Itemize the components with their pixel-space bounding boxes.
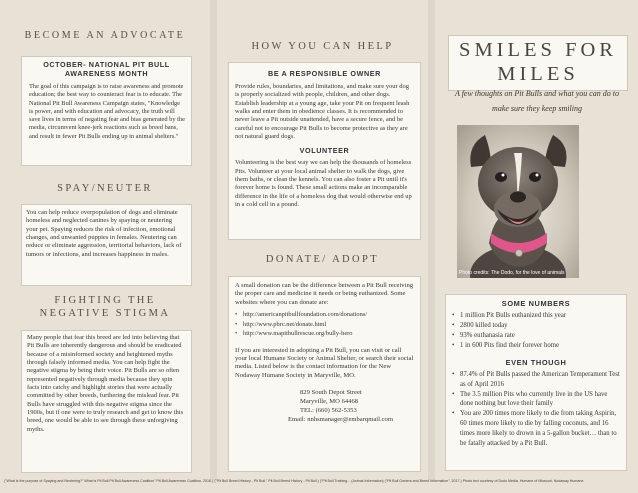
- number-item: • 1 million Pit Bulls euthanized this year: [452, 311, 620, 321]
- fact-item: • 87.4% of Pit Bulls passed the American Temperament Test as of April 2016: [452, 370, 620, 390]
- owner-heading: BE A RESPONSIBLE OWNER: [268, 69, 381, 78]
- phone-number: TEL: (660) 562-5353: [300, 406, 357, 414]
- sources-footer: ("What is the purpose of Spaying and Neutering?" What is Pit Bull Pit Bull Awareness Coalition" Pit Bull Awareness Coalition, 2016.) ("Pit Bull Breed History - Pit Bull." Pit Bull Breed History - Pit Bull.) ("Pit Bull Training... (Animal Information) ("Pit Bull Owners and Breed Information", 2017.) Photo text courtesy of Dodo Media, Humane of Missouri, Nodaway Humane.: [4, 479, 585, 483]
- address-line-1: 829 South Depot Street: [300, 388, 362, 396]
- donate-link[interactable]: • http://www.mapitbullrescue.org/bully-hero: [235, 329, 414, 339]
- advocate-title: BECOME AN ADVOCATE: [24, 30, 186, 41]
- spay-box: [21, 204, 192, 286]
- donate-title: DONATE/ ADOPT: [265, 254, 380, 265]
- address-line-2: Maryville, MO 64468: [300, 397, 359, 405]
- panel-middle: [217, 0, 428, 480]
- donate-box: [228, 276, 421, 472]
- smiling-pit-bull-image: [457, 125, 579, 278]
- donate-intro: A small donation can be the difference between a Pit Bull receiving the proper care and medicine it needs or being euthanized. Some websites where you can donate are:: [235, 282, 414, 306]
- help-title: HOW YOU CAN HELP: [251, 41, 394, 52]
- numbers-list: [446, 308, 626, 351]
- spay-title: SPAY/NEUTER: [57, 183, 153, 194]
- number-item: • 2800 killed today: [452, 321, 620, 331]
- panel-left: [0, 0, 210, 480]
- even-though-list: [446, 367, 626, 448]
- fact-item: • The 3.5 million Pits who currently live in the US have done nothing but love their family: [452, 390, 620, 410]
- numbers-heading: SOME NUMBERS: [501, 299, 571, 308]
- photo-caption: Photo credits: The Dodo, for the love of animals: [459, 270, 565, 276]
- stigma-title-2: NEGATIVE STIGMA: [39, 308, 171, 319]
- numbers-box: [445, 294, 627, 471]
- volunteer-heading: VOLUNTEER: [299, 146, 350, 156]
- fact-item: • You are 200 times more likely to die from taking Aspirin, 60 times more likely to die by falling coconuts, and 16 times more likely to drown in a 5-gallon bucket… than to be fatally attacked by a Pit Bull.: [452, 409, 620, 448]
- cover-title-line-1: SMILES FOR: [459, 39, 617, 61]
- owner-text: Provide rules, boundaries, and limitations, and make sure your dog is properly socialized with people, children, and other dogs. Establish leadership at a young age, take your Pit on frequent leash walks and enter them in obedience classes. It is recommended to never leave a Pit outside unattended, have a secure fence, and be careful not to encourage Pit Bulls to become protective as they are not natural guard dogs.: [235, 83, 410, 141]
- email-address: Email: nnhsmanager@embarqmail.com: [288, 415, 393, 423]
- help-box: [228, 62, 421, 240]
- donate-link[interactable]: • http://americanpitbullfoundation.com/donations/: [235, 310, 414, 320]
- awareness-text: The goal of this campaign is to raise awareness and promote education; the best way to counteract fear is to educate. The National Pit Bull Awareness Campaign states, "Knowledge is power, and with education and advocacy, the truth will save lives in terms of negating fear and bias generated by the media, circumvent knee-jerk reactions such as breed bans, and result in fewer Pit Bulls ending up in animal shelters.": [29, 83, 185, 140]
- cover-title-box: [448, 35, 628, 91]
- volunteer-text: Volunteering is the best way we can help the thousands of homeless Pits. Volunteer at your local animal shelter to walk the dogs, give them baths, or clean the kennels. You can also foster a Pit until it's forever home is found. These small actions make an incomparable difference in the life of a homeless dog that would otherwise end up in a cold cell in a pound.: [235, 159, 412, 209]
- spay-text: You can help reduce overpopulation of dogs and eliminate homeless and neglected canines by spaying or neutering your pet. Spaying reduces the risk of infection, emotional changes, and unwanted puppies in females. Neutering can reduce or eliminate aggression, territorial behaviors, lack of tumors or infections, and increases happiness in males.: [26, 209, 182, 258]
- number-item: • 93% euthanasia rate: [452, 331, 620, 341]
- stigma-box: [21, 330, 192, 473]
- cover-subtitle: A few thoughts on Pit Bulls and what you can do to make sure they keep smiling: [454, 89, 620, 113]
- number-item: • 1 in 600 Pits find their forever home: [452, 341, 620, 351]
- even-though-heading: EVEN THOUGH: [505, 358, 567, 367]
- donate-link[interactable]: • http://www.pbrc.net/donate.html: [235, 320, 414, 330]
- fold-divider-1: [210, 0, 217, 480]
- stigma-title-1: FIGHTING THE: [54, 295, 156, 306]
- cover-title-line-2: MILES: [497, 63, 579, 85]
- pit-bull-photo: [457, 125, 579, 278]
- stigma-text: Many people that fear this breed are led into believing that Pit Bulls are inherently dangerous and should be eradicated because of a misinformed society and heightened myths through falsely informed media. You can help fight the negative stigma by being their voice. Pit Bulls are so often represented negatively through media because they spin facts into catchy and highlight stories that were actually committed by other breeds, furthering the mislead fear. Pit Bulls have struggled with this negative stigma since the 1900s, but if one were to truly research and get to know this breed, one would be able to see through these unforgiving myths.: [27, 334, 184, 433]
- donate-links-list: [229, 307, 420, 339]
- awareness-box: [21, 56, 192, 166]
- adopt-text: If you are interested in adopting a Pit Bull, you can visit or call your local Humane Society or Animal Shelter, or search their social media. Listed below is the contact information for the New Nodaway Humane Society in Maryville, MO.: [235, 346, 414, 379]
- awareness-heading: OCTOBER- NATIONAL PIT BULL AWARENESS MONTH: [43, 60, 170, 78]
- contact-block: [229, 380, 420, 424]
